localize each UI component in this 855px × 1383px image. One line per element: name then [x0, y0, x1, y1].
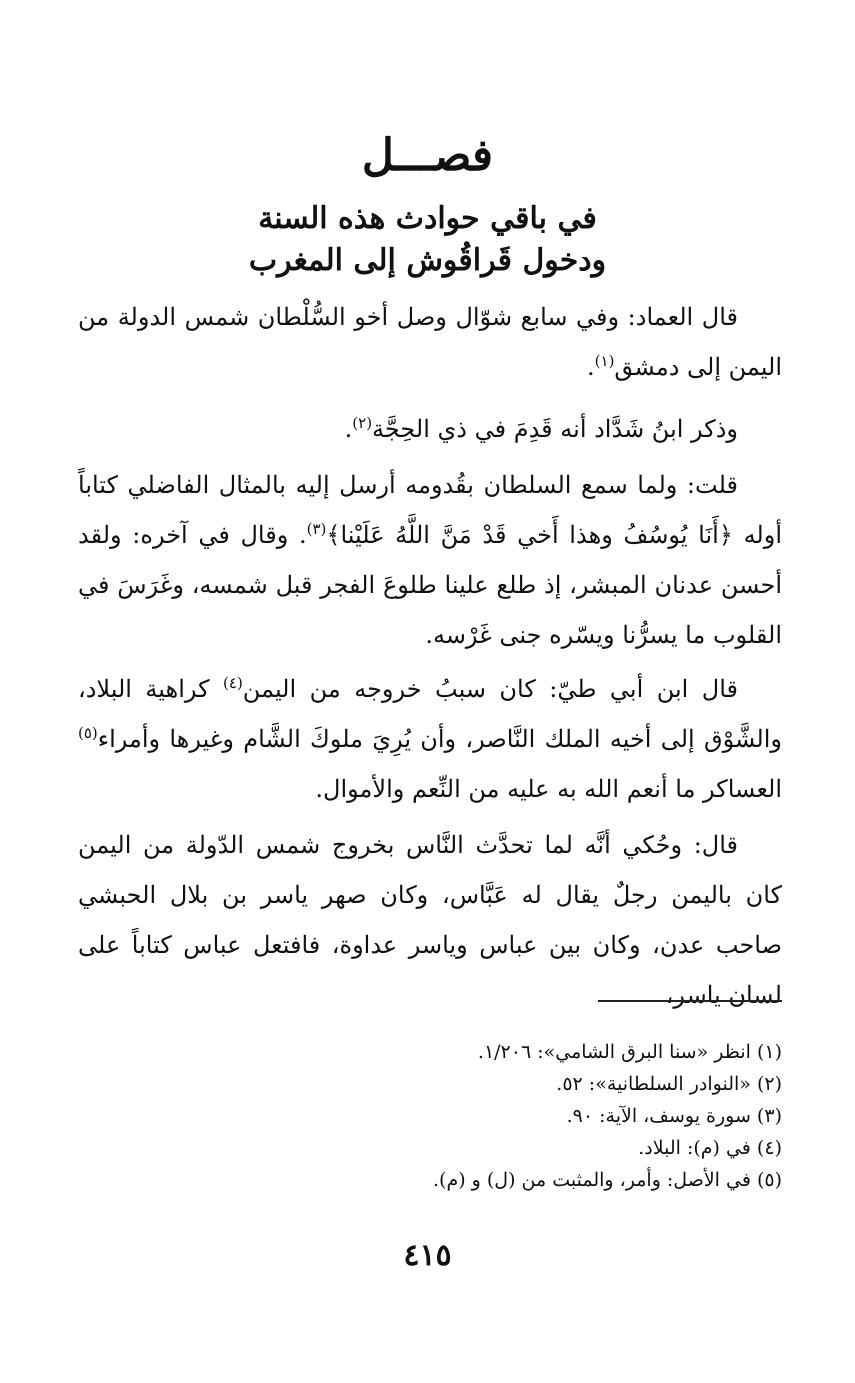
paragraph-3 — [78, 460, 782, 660]
section-subtitle-line-2: ودخول قَراقُوش إلى المغرب — [248, 243, 607, 278]
paragraph-1-text: قال العماد: وفي سابع شوّال وصل أخو السُّلْطان شمس الدولة من اليمن إلى دمشق — [78, 303, 782, 381]
footnote-3: (٣) سورة يوسف، الآية: ٩٠. — [566, 1105, 782, 1127]
quran-quote: ﴿أَنَا يُوسُفُ وهذا أَخي قَدْ مَنَّ اللَّهُ عَلَيْنا﴾ — [326, 521, 733, 549]
paragraph-3-text-before: قلت: ولما سمع السلطان بقُدومه أرسل إليه بالمثال الفاضلي كتاباً أوله — [78, 471, 782, 549]
paragraph-4 — [78, 664, 782, 814]
footnote-ref-2: (٢) — [352, 414, 373, 432]
footnote-5: (٥) في الأصل: وأمر، والمثبت من (ل) و (م). — [433, 1169, 782, 1191]
footnote-ref-1: (١) — [594, 352, 615, 370]
paragraph-4-text-3: العساكر ما أنعم الله به عليه من النِّعم والأموال. — [315, 775, 782, 803]
footnote-2: (٢) «النوادر السلطانية»: ٥٢. — [556, 1073, 782, 1095]
footnote-4: (٤) في (م): البلاد. — [638, 1137, 782, 1159]
paragraph-5-text: قال: وحُكي أنَّه لما تحدَّث النَّاس بخروج شمس الدّولة من اليمن كان باليمن رجلٌ يقال له عَبَّاس، وكان صهر ياسر بن بلال الحبشي صاحب عدن، وكان بين عباس وياسر عداوة، فافتعل عباس كتاباً على لسان ياسر، — [78, 831, 782, 1009]
footnote-ref-5: (٥) — [78, 724, 98, 742]
paragraph-2 — [78, 404, 782, 454]
paragraph-1-end: . — [587, 353, 595, 381]
paragraph-2-end: . — [344, 415, 353, 443]
paragraph-1 — [78, 292, 782, 392]
paragraph-3-text-after: . وقال في آخره: ولقد أحسن عدنان المبشر، إذ طلع علينا طلوعَ الفجر قبل شمسه، وغَرَسَ في القلوب ما يسرُّنا ويسّره جنى غَرْسه. — [78, 521, 782, 649]
footnote-1: (١) انظر «سنا البرق الشامي»: ١/٢٠٦. — [477, 1041, 782, 1063]
footnotes — [78, 1036, 782, 1196]
footnote-ref-4: (٤) — [223, 674, 243, 692]
paragraph-5 — [78, 820, 782, 1020]
paragraph-4-text-1: قال ابن أبي طيّ: كان سببُ خروجه من اليمن — [242, 675, 738, 703]
section-subtitle-line-1: في باقي حوادث هذه السنة — [258, 201, 597, 236]
paragraph-4-text-2: كراهية البلاد، والشَّوْق إلى أخيه الملك النَّاصر، وأن يُرِيَ ملوكَ الشَّام وغيرها وأمراء — [78, 675, 782, 753]
footnote-divider — [598, 1000, 782, 1002]
paragraph-2-text: وذكر ابنُ شَدَّاد أنه قَدِمَ في ذي الحِجَّة — [372, 415, 738, 443]
page-number: ٤١٥ — [403, 1238, 452, 1273]
section-title: فصـــل — [361, 130, 494, 181]
footnote-ref-3: (٣) — [306, 520, 327, 538]
